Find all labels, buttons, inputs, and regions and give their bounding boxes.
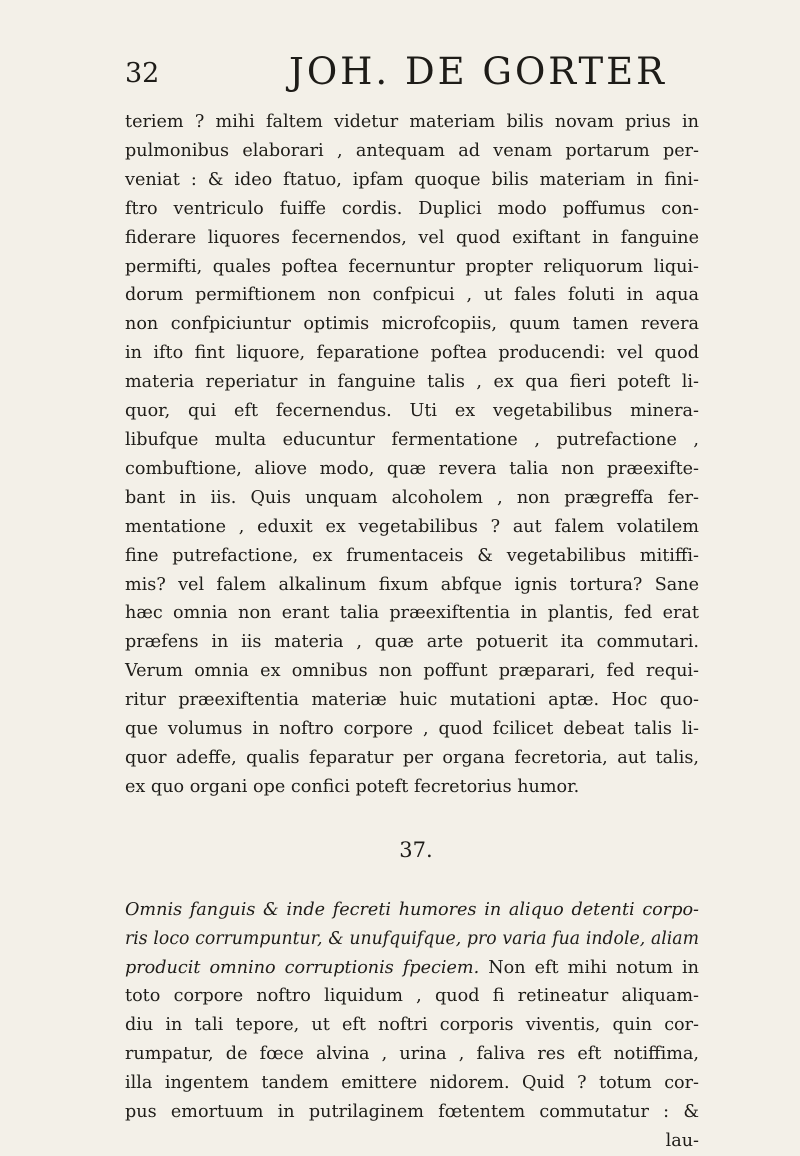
text-line: fiderare liquores fecernendos, vel quod exiftant in fanguine <box>125 227 699 248</box>
text-line: que volumus in noftro corpore , quod fcilicet debeat talis li- <box>125 719 699 740</box>
text-line: quor, qui eft fecernendus. Uti ex vegetabilibus minera- <box>125 401 699 422</box>
text-line: mentatione , eduxit ex vegetabilibus ? aut falem volatilem <box>125 516 699 537</box>
paragraph-2 <box>125 896 699 1156</box>
text-line: libufque multa educuntur fermentatione , putrefactione , <box>125 429 699 450</box>
text-run: Non eft mihi notum in <box>479 957 699 978</box>
text-line: veniat : & ideo ftatuo, ipfam quoque bilis materiam in fini- <box>125 169 699 190</box>
text-line: in ifto fint liquore, feparatione poftea producendi: vel quod <box>125 343 699 364</box>
catchword: lau- <box>665 1131 699 1151</box>
page-number: 32 <box>125 58 160 89</box>
text-line: combuftione, aliove modo, quæ revera talia non præexifte- <box>125 458 699 479</box>
section-number: 37. <box>399 837 433 862</box>
text-line: pus emortuum in putrilaginem fœtentem commutatur : & <box>125 1102 699 1123</box>
italic-heading-line: Omnis fanguis & inde fecreti humores in aliquo detenti corpo- <box>125 899 699 920</box>
text-line: dorum permiftionem non confpicui , ut fales foluti in aqua <box>125 285 699 306</box>
page-header <box>0 50 800 98</box>
text-line: ex quo organi ope confici poteft fecretorius humor. <box>125 776 580 797</box>
paragraph-1 <box>125 108 699 802</box>
text-line: illa ingentem tandem emittere nidorem. Quid ? totum cor- <box>125 1073 699 1094</box>
text-line: bant in iis. Quis unquam alcoholem , non prægreffa fer- <box>125 487 699 508</box>
text-line: non confpiciuntur optimis microfcopiis, quum tamen revera <box>125 314 699 335</box>
text-line: toto corpore noftro liquidum , quod fi retineatur aliquam- <box>125 986 699 1007</box>
text-line: materia reperiatur in fanguine talis , ex qua fieri poteft li- <box>125 372 699 393</box>
text-line: fine putrefactione, ex frumentaceis & vegetabilibus mitiffi- <box>125 545 699 566</box>
text-line: teriem ? mihi faltem videtur materiam bilis novam prius in <box>125 112 699 132</box>
text-line: quor adeffe, qualis feparatur per organa fecretoria, aut talis, <box>125 747 699 768</box>
text-line: ftro ventriculo fuiffe cordis. Duplici modo poffumus con- <box>125 198 699 219</box>
mixed-line <box>125 954 699 983</box>
text-line: Verum omnia ex omnibus non poffunt præparari, fed requi- <box>125 661 699 682</box>
text-line: pulmonibus elaborari , antequam ad venam portarum per- <box>125 140 699 161</box>
text-block <box>125 108 699 1156</box>
text-line: ritur præexiftentia materiæ huic mutationi aptæ. Hoc quo- <box>125 690 699 711</box>
italic-heading-end: producit omnino corruptionis fpeciem. <box>125 957 480 978</box>
italic-heading-line: ris loco corrumpuntur, & unufquifque, pro varia fua indole, aliam <box>125 928 699 949</box>
text-line: hæc omnia non erant talia præexiftentia in plantis, fed erat <box>125 603 699 624</box>
text-line: præfens in iis materia , quæ arte potuerit ita commutari. <box>125 632 699 653</box>
text-line: permifti, quales poftea fecernuntur propter reliquorum liqui- <box>125 256 699 277</box>
text-line: diu in tali tepore, ut eft noftri corporis viventis, quin cor- <box>125 1015 699 1036</box>
running-head: JOH. DE GORTER <box>289 50 668 93</box>
text-line: rumpatur, de fœce alvina , urina , faliva res eft notiffima, <box>125 1044 699 1065</box>
text-line: mis? vel falem alkalinum fixum abfque ignis tortura? Sane <box>125 574 699 595</box>
